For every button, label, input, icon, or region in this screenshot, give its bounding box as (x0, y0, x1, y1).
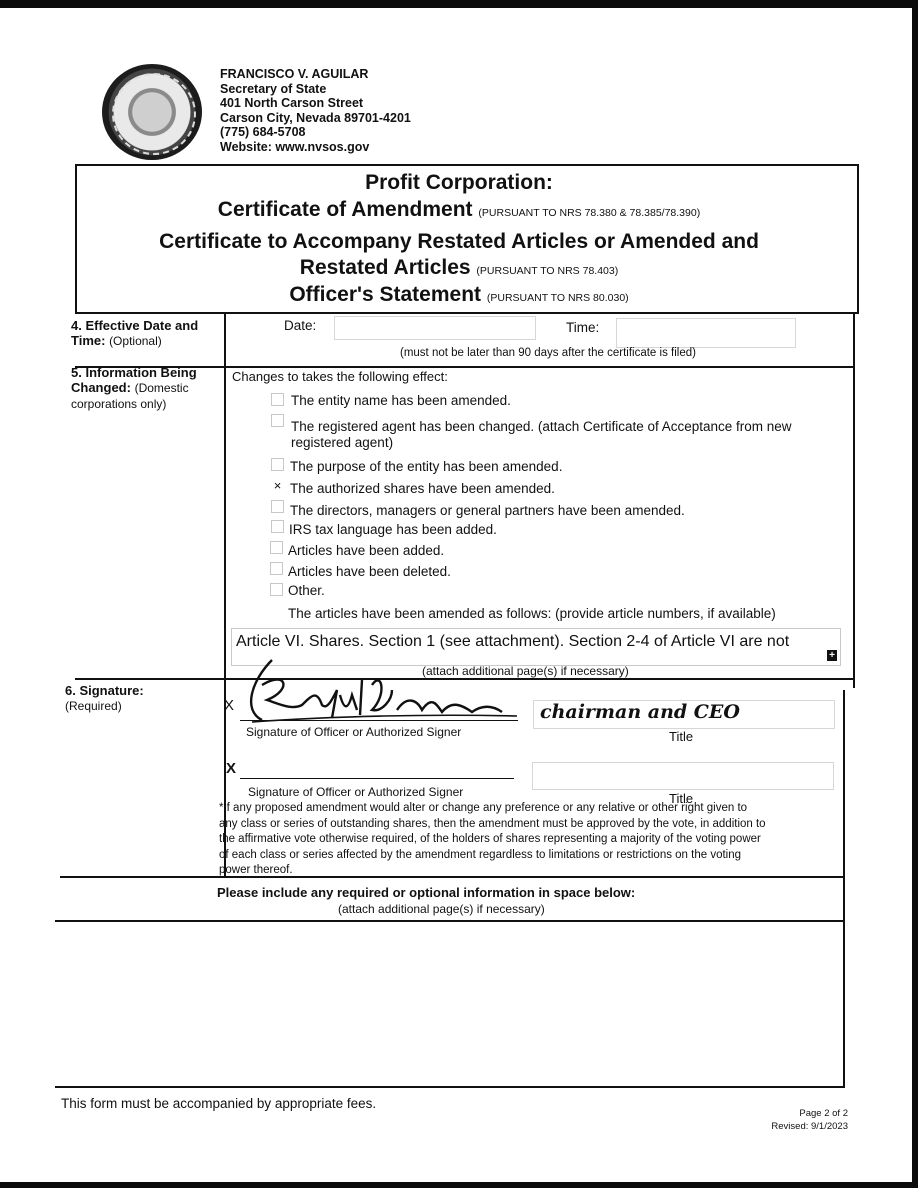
column-divider (224, 312, 226, 878)
officer-signature-icon (232, 650, 522, 725)
right-border-bottom (843, 922, 845, 1088)
phone: (775) 684-5708 (220, 125, 306, 139)
option-authorized-shares: The authorized shares have been amended. (290, 481, 555, 496)
x-mark: X (224, 697, 235, 714)
divider (75, 312, 857, 314)
additional-info-area[interactable] (58, 924, 842, 1084)
attach-note: (attach additional page(s) if necessary) (422, 664, 629, 678)
signer-caption-2: Signature of Officer or Authorized Signer (248, 785, 464, 799)
right-border (853, 312, 855, 688)
date-label: Date: (284, 318, 317, 333)
page-number: Page 2 of 2 (799, 1108, 848, 1119)
checkbox-articles-added[interactable] (270, 541, 283, 554)
divider (55, 1086, 845, 1088)
checkbox-irs-tax[interactable] (271, 520, 284, 533)
option-entity-name: The entity name has been amended. (291, 393, 511, 408)
section6-label: 6. Signature: (Required) (65, 683, 144, 713)
title-field-1[interactable] (533, 700, 835, 729)
form-title-line5: Officer's Statement (PURSUANT TO NRS 80.030) (289, 283, 629, 306)
date-field[interactable] (334, 316, 536, 340)
title-caption-2: Title (669, 791, 694, 806)
option-directors: The directors, managers or general partners have been amended. (290, 503, 685, 518)
time-label: Time: (566, 320, 600, 335)
changes-intro: Changes to takes the following effect: (232, 369, 448, 384)
amended-as-follows: The articles have been amended as follows: (provide article numbers, if available) (288, 606, 776, 621)
scan-border-top (0, 0, 918, 8)
title-caption-1: Title (669, 729, 694, 744)
right-border-lower (843, 690, 845, 922)
form-title-line2: Certificate of Amendment (PURSUANT TO NRS 78.380 & 78.385/78.390) (217, 198, 701, 221)
section4-label: 4. Effective Date and Time: (Optional) (71, 318, 199, 348)
office-title: Secretary of State (220, 81, 327, 96)
x-mark-2: X (226, 760, 237, 777)
option-registered-agent-cont: registered agent) (291, 435, 394, 450)
checkbox-authorized-shares[interactable]: × (271, 479, 284, 492)
scan-border-bottom (0, 1182, 918, 1188)
option-other: Other. (288, 583, 325, 598)
overflow-plus-icon[interactable]: + (827, 650, 837, 661)
checkbox-directors[interactable] (271, 500, 284, 513)
time-field[interactable] (616, 318, 796, 348)
checkbox-other[interactable] (270, 583, 283, 596)
title-handwriting: chairman and CEO (540, 701, 740, 723)
checkbox-purpose[interactable] (271, 458, 284, 471)
date-note: (must not be later than 90 days after the certificate is filed) (400, 347, 696, 359)
divider (55, 920, 845, 922)
fees-note: This form must be accompanied by appropriate fees. (61, 1096, 377, 1111)
amendment-text: Article VI. Shares. Section 1 (see attachment). Section 2-4 of Article VI are not (236, 633, 790, 650)
option-irs-tax: IRS tax language has been added. (289, 522, 497, 537)
option-articles-deleted: Articles have been deleted. (288, 564, 451, 579)
section5-label: 5. Information Being Changed: (Domestic corporations only) (71, 365, 197, 411)
form-title-line4: Restated Articles (PURSUANT TO NRS 78.403) (299, 256, 619, 279)
checkbox-articles-deleted[interactable] (270, 562, 283, 575)
signature-line-2 (240, 778, 514, 779)
page-info (700, 1107, 848, 1133)
official-name: FRANCISCO V. AGUILAR (220, 67, 369, 81)
additional-info-note: (attach additional page(s) if necessary) (338, 902, 545, 916)
title-field-2[interactable] (532, 762, 834, 790)
option-registered-agent: The registered agent has been changed. (attach Certificate of Acceptance from new (291, 419, 792, 434)
checkbox-registered-agent[interactable] (271, 414, 284, 427)
form-title-line3: Certificate to Accompany Restated Articles or Amended and (159, 230, 759, 253)
seal-ring (112, 73, 196, 155)
amendment-disclaimer: *If any proposed amendment would alter or change any preference or any relative or other right given to any class or series of outstanding shares, then the amendment must be approved by the vote, in addition to the affirmative vote otherwise required, of the holders of shares representing a majority of the voting power of each class or series affected by the amendment regardless to limitations or restrictions on the voting power thereof. (219, 802, 766, 876)
signature-line-1 (240, 720, 518, 721)
website: Website: www.nvsos.gov (220, 139, 370, 154)
office-address (220, 67, 411, 154)
option-purpose: The purpose of the entity has been amended. (290, 459, 563, 474)
street: 401 North Carson Street (220, 96, 364, 110)
additional-info-heading: Please include any required or optional information in space below: (217, 885, 636, 900)
revision-date: Revised: 9/1/2023 (771, 1121, 848, 1132)
city: Carson City, Nevada 89701-4201 (220, 110, 411, 125)
option-articles-added: Articles have been added. (288, 543, 445, 558)
checkbox-entity-name[interactable] (271, 393, 284, 406)
signer-caption-1: Signature of Officer or Authorized Signer (246, 725, 462, 739)
form-title-line1: Profit Corporation: (365, 171, 553, 194)
